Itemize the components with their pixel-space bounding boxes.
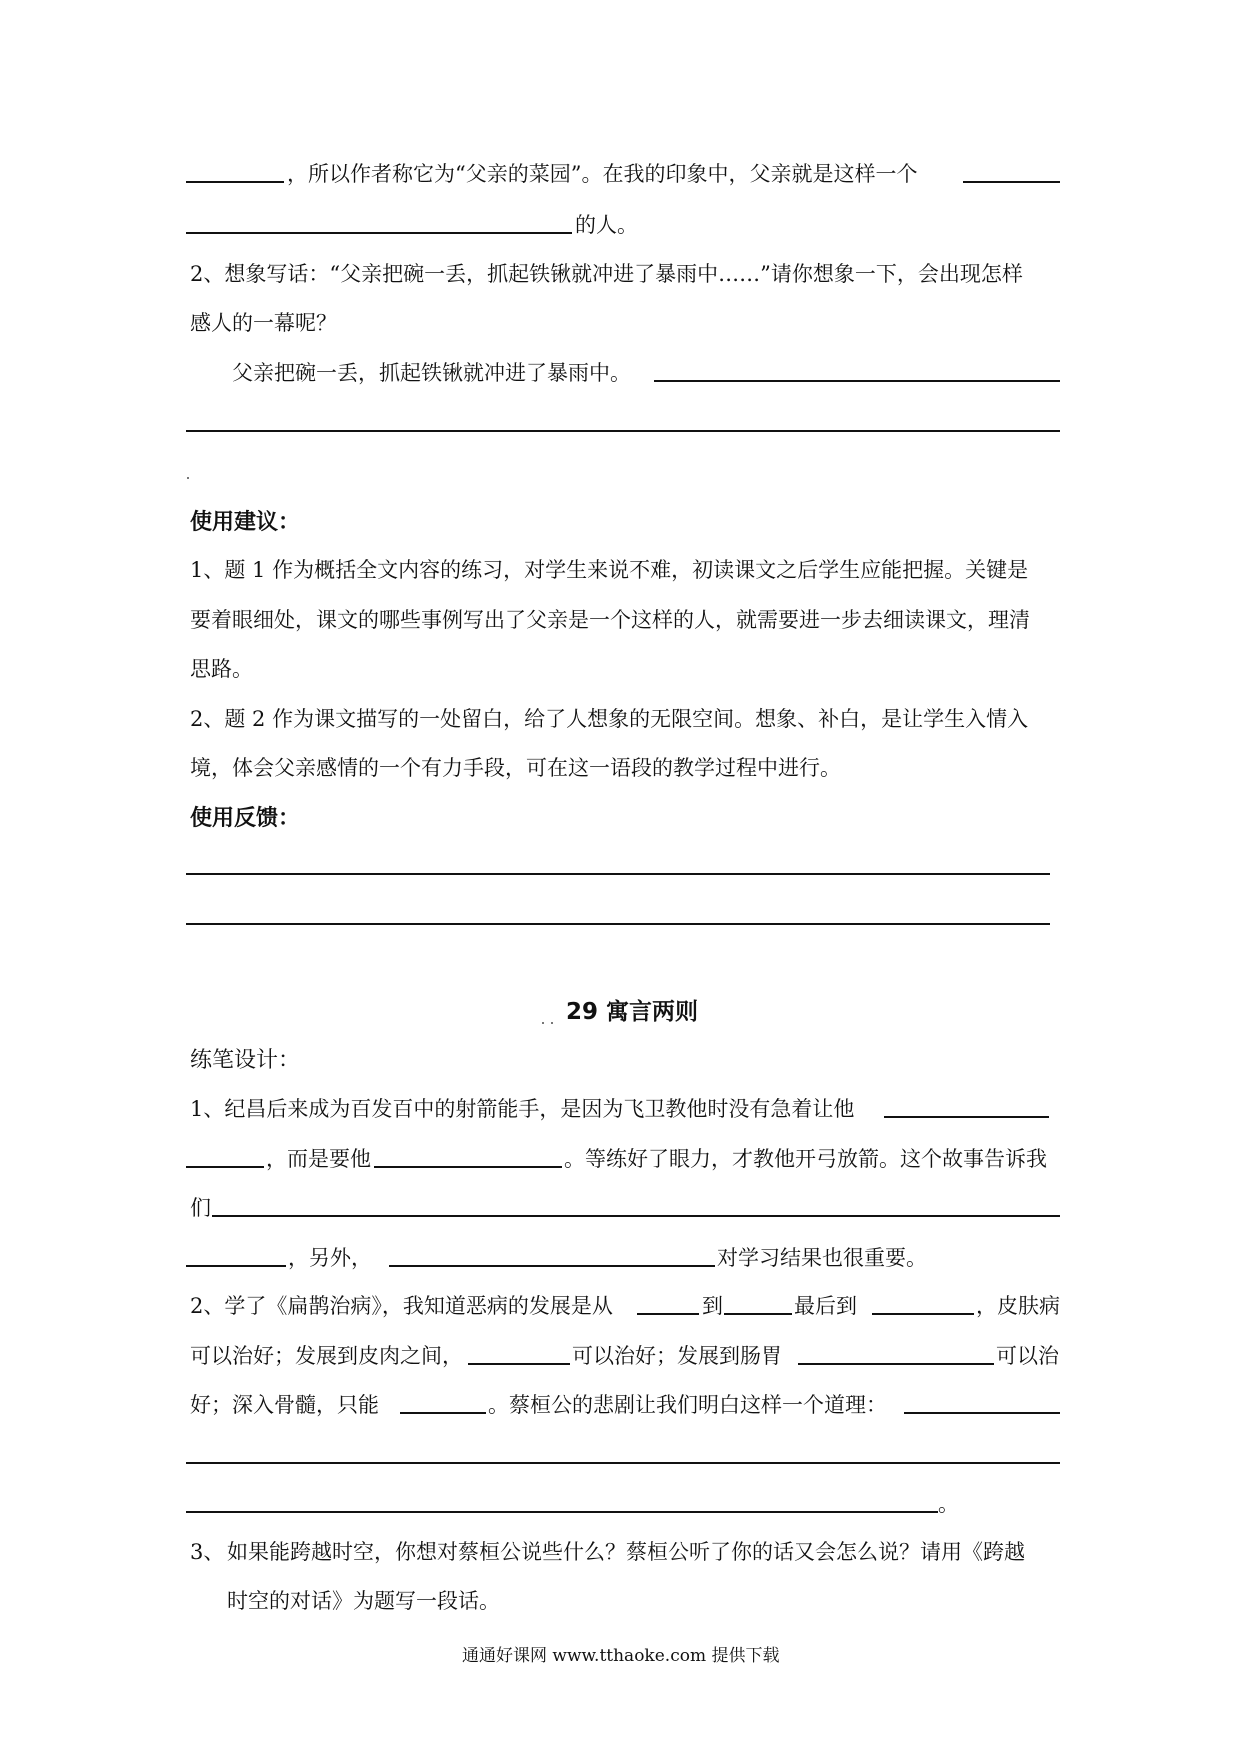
advice-p1-line1: 1、题 1 作为概括全文内容的练习，对学生来说不难，初读课文之后学生应能把握。关键是	[190, 558, 1029, 582]
l29-q1-e: ，另外，	[288, 1246, 372, 1270]
blank-line[interactable]	[212, 1215, 1060, 1217]
blank-line[interactable]	[186, 1265, 286, 1267]
scan-speck	[187, 477, 189, 479]
l29-q1-f: 对学习结果也很重要。	[717, 1246, 927, 1270]
blank-line[interactable]	[400, 1412, 486, 1414]
q1-text-part2: 的人。	[575, 213, 638, 237]
blank-line[interactable]	[468, 1363, 570, 1365]
l29-q2-g: 可以治	[996, 1344, 1059, 1368]
blank-line[interactable]	[963, 181, 1060, 183]
design-heading: 练笔设计：	[190, 1048, 301, 1073]
scan-speck	[551, 1022, 553, 1024]
scan-speck	[542, 1022, 544, 1024]
blank-line[interactable]	[904, 1412, 1060, 1414]
l29-q2-c: 最后到	[794, 1294, 857, 1318]
l29-q2-i: 。蔡桓公的悲剧让我们明白这样一个道理：	[488, 1393, 887, 1417]
blank-line[interactable]	[872, 1313, 974, 1315]
l29-q2-b: 到	[702, 1294, 723, 1318]
lesson-title: 29 寓言两则	[566, 999, 699, 1025]
blank-line[interactable]	[724, 1313, 792, 1315]
l29-q2-d: ，皮肤病	[976, 1294, 1060, 1318]
l29-q2-a: 2、学了《扁鹊治病》，我知道恶病的发展是从	[190, 1294, 613, 1318]
feedback-line[interactable]	[186, 923, 1050, 925]
q2-line1: 2、想象写话：“父亲把碗一丢，抓起铁锹就冲进了暴雨中……”请你想象一下，会出现怎样	[190, 262, 1023, 286]
l29-q1-d: 们	[190, 1196, 211, 1220]
l29-q2-h: 好；深入骨髓，只能	[190, 1393, 379, 1417]
blank-line[interactable]	[186, 181, 284, 183]
blank-line[interactable]	[884, 1116, 1049, 1118]
l29-q3-num: 3、	[190, 1540, 225, 1564]
l29-q3-line1: 如果能跨越时空，你想对蔡桓公说些什么？蔡桓公听了你的话又会怎么说？请用《跨越	[227, 1540, 1025, 1564]
answer-line[interactable]	[186, 1462, 1060, 1464]
feedback-heading: 使用反馈：	[190, 806, 301, 831]
blank-line[interactable]	[186, 232, 572, 234]
advice-p1-line2: 要着眼细处，课文的哪些事例写出了父亲是一个这样的人，就需要进一步去细读课文，理清	[190, 608, 1030, 632]
l29-q2-j: 。	[938, 1492, 959, 1516]
l29-q1-c: 。等练好了眼力，才教他开弓放箭。这个故事告诉我	[564, 1147, 1047, 1171]
blank-line[interactable]	[637, 1313, 699, 1315]
q1-text-part1: ，所以作者称它为“父亲的菜园”。在我的印象中，父亲就是这样一个	[287, 162, 918, 186]
l29-q2-f: 可以治好；发展到肠胃	[572, 1344, 782, 1368]
advice-p2-line2: 境，体会父亲感情的一个有力手段，可在这一语段的教学过程中进行。	[190, 756, 841, 780]
l29-q1-b: ，而是要他	[266, 1147, 371, 1171]
blank-line[interactable]	[374, 1166, 562, 1168]
blank-line[interactable]	[186, 1166, 264, 1168]
blank-line[interactable]	[798, 1363, 994, 1365]
feedback-line[interactable]	[186, 873, 1050, 875]
answer-line[interactable]	[186, 1511, 938, 1513]
advice-p1-line3: 思路。	[190, 657, 253, 681]
advice-p2-line1: 2、题 2 作为课文描写的一处留白，给了人想象的无限空间。想象、补白，是让学生入情入	[190, 707, 1029, 731]
answer-line[interactable]	[186, 430, 1060, 432]
l29-q2-e: 可以治好；发展到皮肉之间，	[190, 1344, 463, 1368]
l29-q1-a: 1、纪昌后来成为百发百中的射箭能手，是因为飞卫教他时没有急着让他	[190, 1097, 855, 1121]
footer-credit: 通通好课网 www.tthaoke.com 提供下载	[462, 1646, 780, 1666]
l29-q3-line2: 时空的对话》为题写一段话。	[227, 1589, 500, 1613]
advice-heading: 使用建议：	[190, 510, 301, 535]
q2-prompt: 父亲把碗一丢，抓起铁锹就冲进了暴雨中。	[232, 361, 631, 385]
blank-line[interactable]	[389, 1265, 715, 1267]
answer-line[interactable]	[654, 380, 1060, 382]
q2-line2: 感人的一幕呢？	[190, 311, 337, 335]
